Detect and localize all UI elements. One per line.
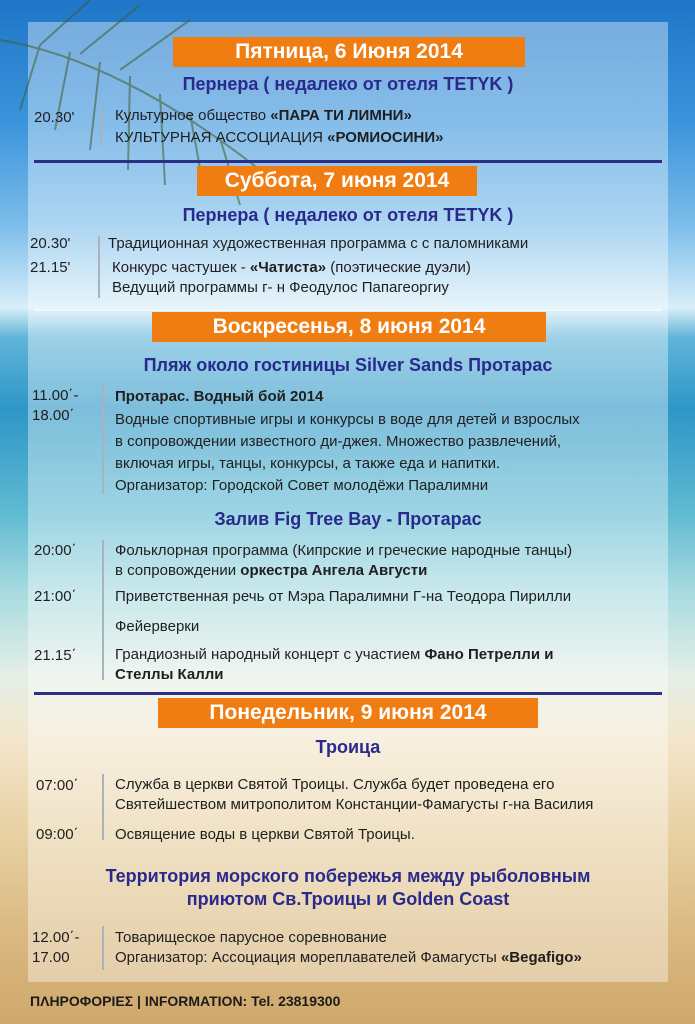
separator [102,540,104,680]
venue-coast-line1: Территория морского побережья между рыболовным [105,866,591,886]
event-line: включая игры, танцы, конкурсы, а также еда и напитки. [115,455,501,472]
separator [102,384,104,494]
divider [34,309,662,311]
event-line: в сопровождении известного ди-джея. Множество развлечений, [115,433,562,450]
separator [98,236,100,298]
event-time: 20:00΄ [34,542,77,559]
event-time: 20.30' [30,235,71,252]
separator [102,926,104,970]
event-time: 21:00΄ [34,588,77,605]
event-line: Стеллы Калли [115,666,224,683]
venue-sunday: Пляж около гостиницы Silver Sands Протарас [143,355,553,375]
venue-fig-tree-bay: Залив Fig Tree Bay - Протарас [214,509,482,529]
event-time: 09:00΄ [36,826,79,843]
event-line: Приветственная речь от Мэра Паралимни Г-на Теодора Пирилли [115,588,572,605]
divider [34,160,662,163]
event-line: в сопровождении оркестра Ангела Августи [115,562,428,579]
event-time: 18.00΄ [32,407,75,424]
event-line: Служба в церкви Святой Троицы. Служба будет проведена его [115,776,555,793]
event-line: Организатор: Ассоциация мореплавателей Фамагусты «Begafigo» [115,949,582,966]
separator [100,106,102,146]
venue-coast-line2: приютом Св.Троицы и Golden Coast [186,889,510,909]
day-banner-saturday: Суббота, 7 июня 2014 [197,166,477,196]
event-line: Товарищеское парусное соревнование [115,929,387,946]
venue-friday: Пернера ( недалеко от отеля TETYK ) [182,74,514,94]
event-line: Грандиозный народный концерт с участием Фано Петрелли и [115,646,554,663]
event-time: 12.00΄- [32,929,80,946]
event-line: КУЛЬТУРНАЯ АССОЦИАЦИЯ «РОМИОСИНИ» [115,129,444,146]
divider [34,692,662,695]
event-time: 21.15' [30,259,71,276]
venue-trinity: Троица [315,737,381,757]
day-banner-friday: Пятница, 6 Июня 2014 [173,37,525,67]
footer-contact: ΠΛΗΡΟΦΟΡΙΕΣ | INFORMATION: Tel. 23819300 [30,993,341,1009]
event-time: 21.15΄ [34,647,77,664]
venue-saturday: Пернера ( недалеко от отеля TETYK ) [182,205,514,225]
event-time: 17.00 [32,949,70,966]
event-line: Организатор: Городской Совет молодёжи Паралимни [115,477,489,494]
event-line: Водные спортивные игры и конкурсы в воде для детей и взрослых [115,411,580,428]
event-line: Конкурс частушек - «Чатиста» (поэтические дуэли) [112,259,471,276]
event-line: Освящение воды в церкви Святой Троицы. [115,826,415,843]
event-title: Протарас. Водный бой 2014 [115,388,324,405]
event-line: Ведущий программы г- н Феодулос Папагеоргиу [112,279,449,296]
event-line: Традиционная художественная программа с с паломниками [108,235,529,252]
event-line: Фольклорная программа (Кипрские и греческие народные танцы) [115,542,573,559]
event-line: Культурное общество «ПАРА ТИ ЛИМНИ» [115,107,412,124]
day-banner-sunday: Воскресенья, 8 июня 2014 [152,312,546,342]
day-banner-monday: Понедельник, 9 июня 2014 [158,698,538,728]
event-line: Фейерверки [115,618,200,635]
event-time: 20.30' [34,109,75,126]
event-line: Святейшеством митрополитом Констанции-Фамагусты г-на Василия [115,796,594,813]
separator [102,774,104,840]
event-time: 07:00΄ [36,777,79,794]
event-time: 11.00΄- [32,387,79,404]
